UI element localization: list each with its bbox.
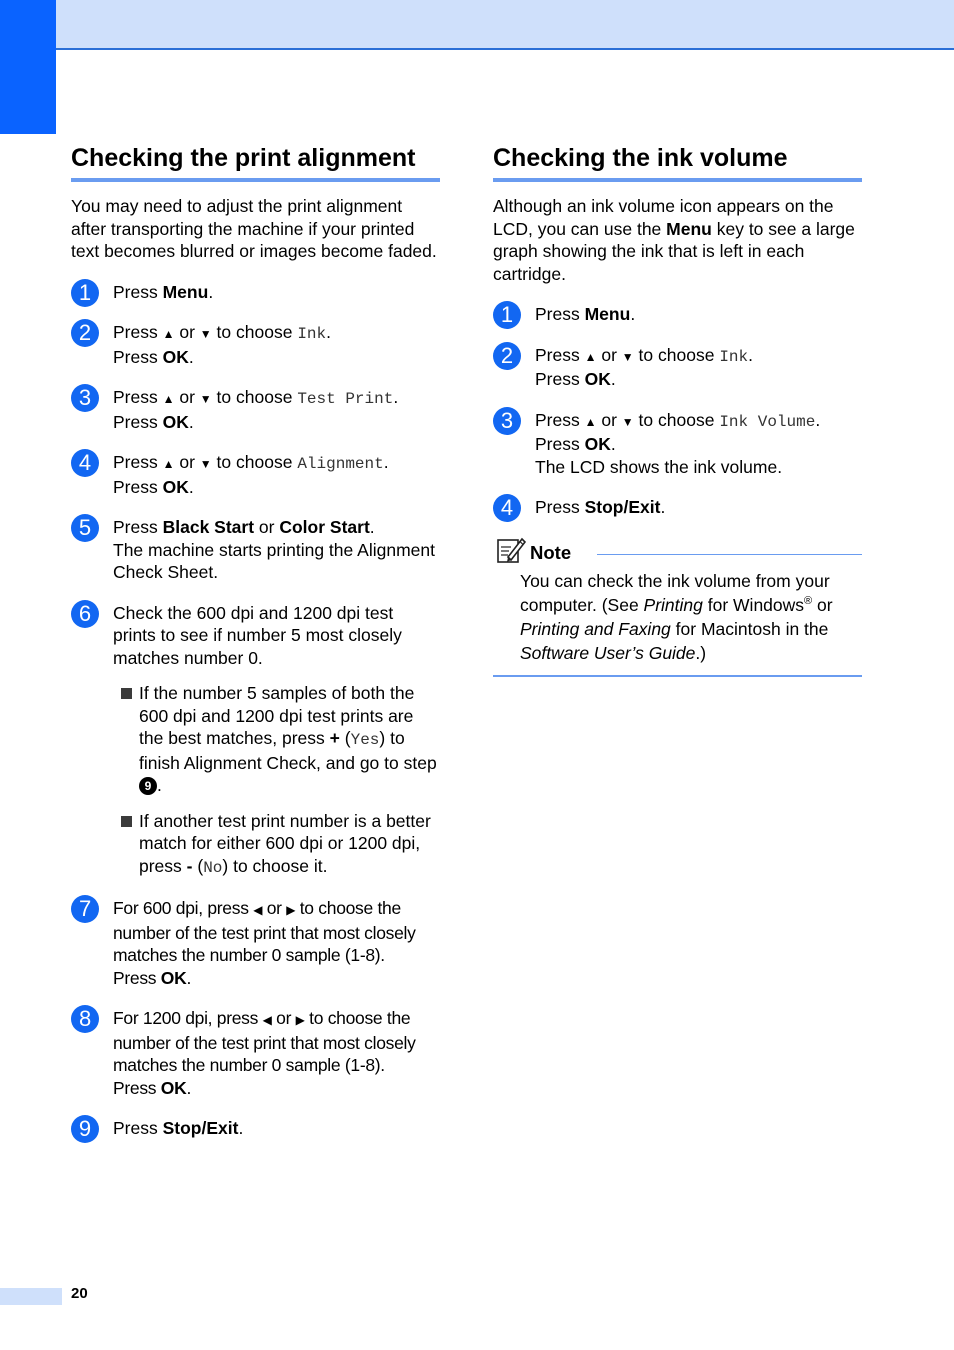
down-arrow-icon: ▼: [199, 457, 212, 471]
bullet-item: If another test print number is a better match for either 600 dpi or 1200 dpi, press - (No) to choose it.: [113, 810, 440, 880]
right-column: [493, 140, 862, 677]
color-start-key: Color Start: [279, 517, 370, 537]
ok-key: OK: [162, 476, 189, 497]
step-4: 4 Press ▲ or ▼ to choose Alignment. Press OK.: [71, 451, 440, 498]
step-2: 2 Press ▲ or ▼ to choose Ink. Press OK.: [71, 321, 440, 368]
step-7: 7 For 600 dpi, press ◀ or ▶ to choose the number of the test print that most closely matches the number 0 sample (1-8). Press OK.: [71, 897, 440, 989]
section-title-print-alignment: Checking the print alignment: [71, 140, 440, 182]
step-number-1: 1: [71, 279, 99, 307]
stop-exit-key: Stop/Exit: [584, 497, 661, 517]
doc-reference: Printing and Faxing: [520, 618, 671, 639]
note-divider: [597, 554, 862, 555]
note-text: You can check the ink volume from your computer. (See Printing for Windows® or Printing and Faxing for Macintosh in the Software User’s Guide.): [520, 570, 833, 663]
step-1: 1 Press Menu.: [71, 281, 440, 304]
square-bullet-icon: [121, 816, 132, 827]
right-arrow-icon: ▶: [295, 1013, 305, 1027]
left-column: [71, 140, 440, 1140]
header-band: [0, 0, 954, 50]
left-arrow-icon: ◀: [253, 903, 263, 917]
up-arrow-icon: ▲: [162, 327, 175, 341]
up-arrow-icon: ▲: [162, 392, 175, 406]
square-bullet-icon: [121, 688, 132, 699]
lcd-option: Ink: [297, 325, 327, 343]
lcd-option: Ink Volume: [719, 412, 816, 431]
bullet-item: If the number 5 samples of both the 600 dpi and 1200 dpi test prints are the best matches, press + (Yes) to finish Alignment Check, and go to step 9 .: [113, 682, 440, 797]
step-2: 2 Press ▲ or ▼ to choose Ink. Press OK.: [493, 344, 862, 391]
stop-exit-key: Stop/Exit: [162, 1118, 239, 1138]
step-3: 3 Press ▲ or ▼ to choose Test Print. Press OK.: [71, 386, 440, 433]
page-number: 20: [71, 1285, 88, 1302]
note-header: [493, 535, 862, 565]
ok-key: OK: [162, 411, 189, 432]
step-number-1: 1: [493, 301, 521, 329]
step-number-2: 2: [71, 319, 99, 347]
step-4: 4 Press Stop/Exit.: [493, 496, 862, 519]
step-3: 3 Press ▲ or ▼ to choose Ink Volume. Press OK. The LCD shows the ink volume.: [493, 409, 862, 479]
lcd-option: Ink: [719, 347, 749, 366]
step-number-3: 3: [71, 384, 99, 412]
minus-key: -: [186, 855, 193, 876]
lcd-option: No: [203, 858, 223, 877]
lcd-option: Test Print: [297, 390, 394, 408]
down-arrow-icon: ▼: [621, 414, 634, 429]
step-6-text: Check the 600 dpi and 1200 dpi test prints to see if number 5 most closely matches number 0.: [113, 602, 402, 668]
step-number-4: 4: [493, 494, 521, 522]
step-number-7: 7: [71, 895, 99, 923]
step-number-4: 4: [71, 449, 99, 477]
left-arrow-icon: ◀: [262, 1013, 272, 1027]
note-title: Note: [530, 541, 572, 563]
ok-key: OK: [584, 434, 611, 454]
lcd-option: Yes: [350, 731, 380, 749]
down-arrow-icon: ▼: [199, 327, 212, 341]
intro-paragraph: Although an ink volume icon appears on the LCD, you can use the Menu key to see a large graph showing the ink that is left in each cartridge.: [493, 196, 855, 284]
down-arrow-icon: ▼: [621, 349, 634, 364]
step-5-detail: The machine starts printing the Alignment Check Sheet.: [113, 539, 435, 582]
step-3-detail: The LCD shows the ink volume.: [535, 456, 783, 477]
step-reference: 9: [139, 777, 157, 795]
step-number-9: 9: [71, 1115, 99, 1143]
menu-key: Menu: [584, 304, 631, 324]
step-number-6: 6: [71, 600, 99, 628]
step-9: 9 Press Stop/Exit.: [71, 1117, 440, 1140]
ok-key: OK: [162, 346, 189, 367]
step-6: [71, 602, 440, 880]
registered-mark: ®: [804, 594, 813, 607]
menu-key: Menu: [666, 218, 712, 239]
ok-key: OK: [160, 967, 187, 988]
note-pencil-icon: [496, 535, 526, 565]
chapter-tab: [0, 0, 56, 134]
step-number-2: 2: [493, 342, 521, 370]
doc-reference: Software User’s Guide: [520, 642, 696, 663]
step-1: 1 Press Menu.: [493, 303, 862, 326]
down-arrow-icon: ▼: [199, 392, 212, 406]
right-arrow-icon: ▶: [286, 903, 296, 917]
step-number-5: 5: [71, 514, 99, 542]
up-arrow-icon: ▲: [584, 414, 597, 429]
step-8: 8 For 1200 dpi, press ◀ or ▶ to choose the number of the test print that most closely matches the number 0 sample (1-8). Press OK.: [71, 1007, 440, 1099]
menu-key: Menu: [162, 281, 209, 302]
ok-key: OK: [584, 369, 611, 389]
black-start-key: Black Start: [162, 517, 255, 537]
ok-key: OK: [160, 1077, 187, 1098]
up-arrow-icon: ▲: [584, 349, 597, 364]
step-number-8: 8: [71, 1005, 99, 1033]
lcd-option: Alignment: [297, 455, 384, 473]
up-arrow-icon: ▲: [162, 457, 175, 471]
intro-paragraph: You may need to adjust the print alignment after transporting the machine if your printed text becomes blurred or images become faded.: [71, 196, 437, 261]
step-5: 5 Press Black Start or Color Start. The machine starts printing the Alignment Check Sheet.: [71, 516, 440, 584]
doc-reference: Printing: [643, 594, 703, 615]
section-title-ink-volume: Checking the ink volume: [493, 140, 862, 182]
plus-key: +: [329, 728, 340, 748]
note-box: [493, 535, 862, 677]
step-number-3: 3: [493, 407, 521, 435]
footer-tab: [0, 1288, 62, 1305]
